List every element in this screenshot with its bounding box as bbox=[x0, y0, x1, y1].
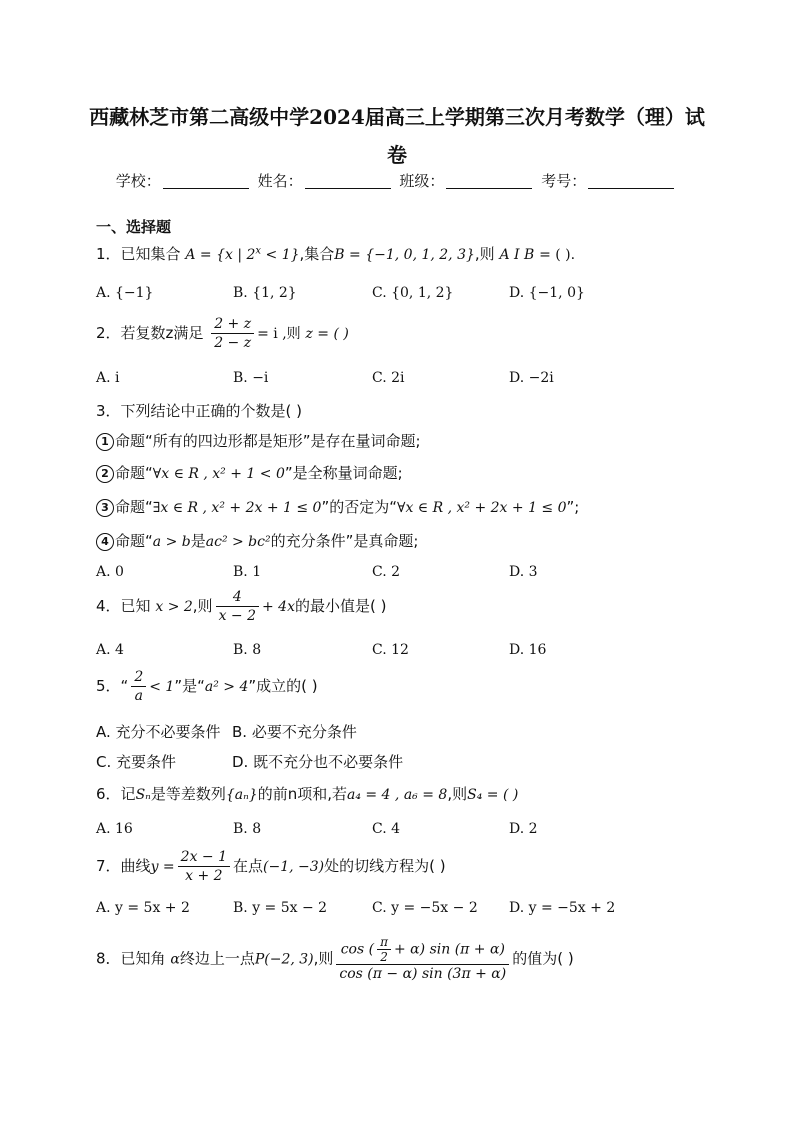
q2-option-c: C. 2i bbox=[372, 370, 405, 386]
statement-text: ”; bbox=[566, 498, 580, 516]
question-text: 在点 bbox=[233, 857, 264, 875]
q3-statement-1 bbox=[96, 430, 421, 451]
question-8 bbox=[96, 935, 574, 983]
q6-option-b: B. 8 bbox=[233, 821, 262, 837]
answer-paren: = ( ). bbox=[539, 247, 576, 263]
question-text: 的值为( ) bbox=[512, 949, 574, 968]
question-text: ,集合 bbox=[299, 245, 335, 263]
fraction bbox=[131, 668, 146, 705]
q1-option-d: D. {−1, 0} bbox=[509, 285, 585, 301]
math-expression: ac² > bc² bbox=[205, 534, 271, 550]
math-expression: + α bbox=[394, 941, 420, 958]
question-number: 6． bbox=[96, 785, 121, 803]
math-expression: a² > 4 bbox=[204, 679, 249, 695]
q3-statement-4 bbox=[96, 530, 418, 551]
q4-option-d: D. 16 bbox=[509, 642, 547, 658]
question-text: ”是“ bbox=[174, 677, 205, 695]
question-text: ,则 bbox=[474, 245, 495, 263]
math-expression: = i ,则 bbox=[257, 326, 301, 342]
question-text: 已知集合 bbox=[120, 245, 181, 263]
question-text: 下列结论中正确的个数是( ) bbox=[120, 402, 303, 420]
fraction bbox=[216, 588, 259, 625]
q3-option-d: D. 3 bbox=[509, 564, 538, 580]
math-intersection: A I B bbox=[499, 247, 535, 263]
q3-statement-3 bbox=[96, 496, 579, 517]
class-label: 班级： bbox=[399, 172, 445, 190]
math-expression: sin (π + α) bbox=[429, 941, 505, 958]
math-expression: ∀x ∈ R , x² + 1 < 0 bbox=[152, 466, 285, 482]
class-blank bbox=[446, 174, 532, 189]
circled-number: 2 bbox=[96, 465, 114, 483]
statement-text: 命题“所有的四边形都是矩形”是存在量词命题; bbox=[115, 432, 421, 450]
statement-text: 是 bbox=[190, 532, 206, 550]
math-expression: a > b bbox=[152, 534, 191, 550]
q1-option-b: B. {1, 2} bbox=[233, 285, 297, 301]
fraction-denominator: a bbox=[134, 688, 143, 704]
question-text: 已知角 bbox=[120, 949, 166, 968]
q6-option-a: A. 16 bbox=[96, 821, 133, 837]
q5-option-b: B. 必要不充分条件 bbox=[232, 723, 357, 741]
math-expression: Sₙ bbox=[135, 787, 151, 803]
fraction-numerator: 4 bbox=[216, 588, 259, 607]
fraction-numerator: π bbox=[377, 935, 391, 950]
question-5 bbox=[96, 668, 318, 705]
q3-option-a: A. 0 bbox=[96, 564, 124, 580]
trig-denominator: cos (π − α) sin (3π + α) bbox=[339, 966, 507, 982]
question-4 bbox=[96, 588, 386, 625]
fraction-denominator: x − 2 bbox=[218, 608, 256, 624]
fraction bbox=[377, 935, 391, 964]
fraction-denominator: 2 − z bbox=[214, 335, 252, 351]
fraction-denominator: x + 2 bbox=[185, 868, 223, 884]
statement-text: 命题“ bbox=[115, 532, 153, 550]
question-text: ,则 bbox=[447, 785, 468, 803]
q3-option-c: C. 2 bbox=[372, 564, 401, 580]
title-line-1: 西藏林芝市第二高级中学2024届高三上学期第三次月考数学（理）试 bbox=[89, 105, 705, 129]
question-text: 已知 bbox=[120, 597, 151, 615]
q4-option-b: B. 8 bbox=[233, 642, 262, 658]
fraction-numerator: 2x − 1 bbox=[178, 848, 230, 867]
math-set-b: B = {−1, 0, 1, 2, 3} bbox=[334, 247, 475, 263]
math-expression: {aₙ} bbox=[225, 787, 258, 803]
question-number: 1． bbox=[96, 245, 121, 263]
fraction-numerator: 2 + z bbox=[211, 315, 254, 334]
math-expression: + 4x bbox=[262, 599, 295, 615]
question-text: 记 bbox=[120, 785, 136, 803]
school-blank bbox=[163, 174, 249, 189]
name-label: 姓名： bbox=[257, 172, 303, 190]
q1-option-c: C. {0, 1, 2} bbox=[372, 285, 454, 301]
math-expression: z = ( ) bbox=[305, 326, 349, 342]
math-expression: ∃x ∈ R , x² + 2x + 1 ≤ 0 bbox=[152, 500, 322, 516]
fraction-denominator: 2 bbox=[380, 950, 388, 964]
q5-option-c: C. 充要条件 bbox=[96, 753, 177, 771]
question-7 bbox=[96, 848, 446, 885]
question-3 bbox=[96, 400, 302, 421]
q7-option-a: A. y = 5x + 2 bbox=[96, 900, 190, 916]
q7-option-d: D. y = −5x + 2 bbox=[509, 900, 616, 916]
statement-text: 命题“ bbox=[115, 498, 153, 516]
math-expression: ∀x ∈ R , x² + 2x + 1 ≤ 0 bbox=[397, 500, 567, 516]
question-text: 的最小值是( ) bbox=[294, 597, 387, 615]
fraction bbox=[211, 315, 254, 352]
question-text: 是等差数列 bbox=[150, 785, 226, 803]
question-text: 曲线 bbox=[120, 857, 151, 875]
section-heading: 一、选择题 bbox=[96, 218, 172, 236]
question-text: 的前n项和,若 bbox=[257, 785, 347, 803]
math-set-a-base: A = {x | 2 bbox=[185, 247, 256, 263]
question-number: 7． bbox=[96, 857, 121, 875]
q6-option-c: C. 4 bbox=[372, 821, 401, 837]
statement-text: ”的否定为“ bbox=[321, 498, 397, 516]
question-text: 终边上一点 bbox=[179, 949, 255, 968]
trig-numerator: cos ( $\frac{\pi}{2}$ + α) sin (π + α) bbox=[336, 935, 509, 965]
circled-number: 4 bbox=[96, 533, 114, 551]
question-number: 3． bbox=[96, 402, 121, 420]
title-line-2: 卷 bbox=[387, 143, 407, 167]
math-set-a-exponent: x bbox=[255, 245, 262, 257]
question-number: 8． bbox=[96, 949, 121, 968]
circled-number: 1 bbox=[96, 433, 114, 451]
question-number: 4． bbox=[96, 597, 121, 615]
question-text: “ bbox=[120, 677, 129, 695]
fraction bbox=[178, 848, 230, 885]
q4-option-a: A. 4 bbox=[96, 642, 124, 658]
number-blank bbox=[588, 174, 674, 189]
math-expression: cos bbox=[340, 941, 365, 958]
name-blank bbox=[305, 174, 391, 189]
q3-option-b: B. 1 bbox=[233, 564, 262, 580]
question-text: 处的切线方程为( ) bbox=[324, 857, 446, 875]
math-expression: < 1 bbox=[149, 679, 175, 695]
trig-fraction bbox=[336, 935, 509, 983]
math-expression: x > 2 bbox=[155, 599, 193, 615]
q2-option-b: B. −i bbox=[233, 370, 269, 386]
q6-option-d: D. 2 bbox=[509, 821, 538, 837]
school-label: 学校： bbox=[115, 172, 161, 190]
question-2 bbox=[96, 315, 349, 352]
statement-text: 命题“ bbox=[115, 464, 153, 482]
question-text: ,则 bbox=[313, 949, 334, 968]
question-text: ”成立的( ) bbox=[248, 677, 318, 695]
number-label: 考号： bbox=[541, 172, 587, 190]
question-number: 2． bbox=[96, 324, 121, 342]
math-expression: α bbox=[170, 951, 180, 968]
math-expression: P(−2, 3) bbox=[254, 951, 314, 968]
q5-option-a: A. 充分不必要条件 bbox=[96, 723, 221, 741]
math-expression: (−1, −3) bbox=[263, 859, 325, 875]
q2-option-a: A. i bbox=[96, 370, 120, 386]
question-1 bbox=[96, 243, 575, 264]
question-text: ,则 bbox=[192, 597, 213, 615]
q7-option-b: B. y = 5x − 2 bbox=[233, 900, 328, 916]
math-expression: a₄ = 4 , a₆ = 8 bbox=[346, 787, 448, 803]
math-expression: y = bbox=[150, 859, 175, 875]
question-6 bbox=[96, 783, 518, 804]
q5-option-d: D. 既不充分也不必要条件 bbox=[232, 753, 404, 771]
q1-option-a: A. {−1} bbox=[96, 285, 154, 301]
math-set-a bbox=[185, 247, 299, 263]
q3-statement-2 bbox=[96, 462, 403, 483]
statement-text: ”是全称量词命题; bbox=[284, 464, 403, 482]
question-text: 若复数z满足 bbox=[120, 324, 204, 342]
fraction-numerator: 2 bbox=[131, 668, 146, 687]
circled-number: 3 bbox=[96, 499, 114, 517]
student-info-row bbox=[0, 170, 794, 191]
statement-text: 的充分条件”是真命题; bbox=[270, 532, 419, 550]
question-number: 5． bbox=[96, 677, 121, 695]
exam-title bbox=[70, 98, 724, 174]
math-expression: S₄ = ( ) bbox=[467, 787, 519, 803]
math-set-a-end: < 1} bbox=[261, 247, 300, 263]
q7-option-c: C. y = −5x − 2 bbox=[372, 900, 478, 916]
q4-option-c: C. 12 bbox=[372, 642, 409, 658]
q2-option-d: D. −2i bbox=[509, 370, 554, 386]
